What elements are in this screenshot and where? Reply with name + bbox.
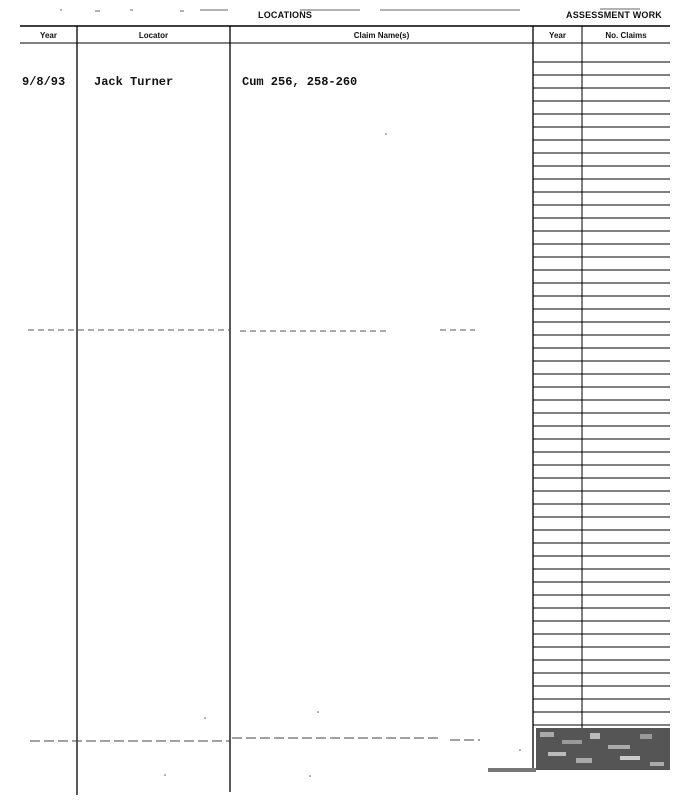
assessment-row-lines [533, 62, 670, 725]
entry-claim-names: Cum 256, 258-260 [242, 75, 358, 89]
year-column-header: Year [40, 31, 57, 40]
scan-dark-block [488, 728, 670, 772]
entry-locator: Jack Turner [94, 75, 174, 89]
scan-noise-mid [28, 330, 475, 331]
claim-names-column-header: Claim Name(s) [353, 31, 410, 40]
entry-year: 9/8/93 [22, 75, 66, 89]
assessment-work-section-label: ASSESSMENT WORK [566, 10, 663, 20]
scan-noise-top [60, 9, 640, 11]
scan-specks [164, 133, 521, 777]
no-claims-column-header: No. Claims [605, 31, 647, 40]
locations-section-label: LOCATIONS [258, 10, 313, 20]
locator-column-header: Locator [138, 31, 169, 40]
assessment-year-column-header: Year [549, 31, 566, 40]
scan-noise-bottom [30, 738, 480, 741]
